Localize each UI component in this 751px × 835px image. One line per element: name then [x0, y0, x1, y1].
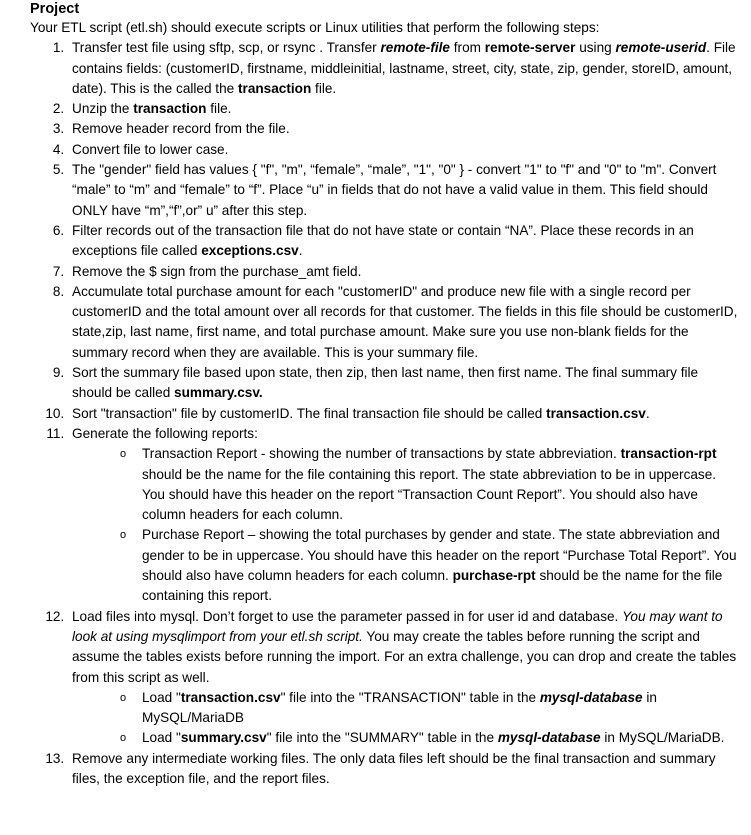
text-segment: Remove header record from the file.	[72, 121, 290, 137]
emphasized-text: summary.csv.	[174, 385, 263, 401]
text-segment: The "gender" field has values { "f", "m", “female”, “male”, "1", "0" } - convert "1" to "f" and "0" to "m". Convert “male” to “m” and “female” to “f”. Place “u” in fields that do not have a valid value in them. This field should ONLY have “m”,“f”,or” u” after this step.	[72, 162, 717, 218]
text-segment: Sort "transaction" file by customerID. The final transaction file should be called	[72, 405, 547, 421]
step-text	[72, 262, 741, 282]
text-segment: " file into the "SUMMARY" table in the	[266, 730, 498, 746]
step-text	[72, 38, 741, 99]
emphasized-text: transaction.csv	[180, 689, 281, 705]
step-item-3	[68, 119, 741, 139]
text-segment: . File contains fields: (customerID, firstname, middleinitial, lastname, street, city, state, zip, gender, storeID, amount, date). This is the called the	[72, 40, 736, 96]
step-item-11	[68, 424, 741, 607]
text-segment: Transfer test file using sftp, scp, or rsync . Transfer	[72, 40, 381, 56]
emphasized-text: transaction	[238, 80, 312, 96]
step-item-7	[68, 262, 741, 282]
text-segment: Remove the $ sign from the purchase_amt field.	[72, 263, 362, 279]
step-text	[72, 119, 741, 139]
step-text	[72, 363, 741, 404]
text-segment: Generate the following reports:	[72, 425, 258, 441]
emphasized-text: transaction	[133, 101, 207, 117]
step-text	[72, 140, 741, 160]
sub-item	[120, 525, 741, 606]
emphasized-text: remote-server	[484, 40, 576, 56]
text-segment: .	[298, 243, 303, 259]
text-segment: should be the name for the file containing this report.	[142, 568, 723, 604]
text-segment: Transaction Report - showing the number of transactions by state abbreviation.	[142, 446, 621, 462]
circle-bullet-icon: o	[120, 691, 127, 704]
step-text	[72, 404, 741, 424]
step-item-8	[68, 282, 741, 363]
emphasized-text: mysql-database	[539, 689, 643, 705]
circle-bullet-icon: o	[120, 732, 127, 745]
text-segment: Convert file to lower case.	[72, 141, 229, 157]
text-segment: Filter records out of the transaction file that do not have state or contain “NA”. Place these records in an exceptions file called	[72, 222, 694, 259]
step-item-13	[68, 749, 741, 790]
text-segment: file.	[311, 80, 337, 96]
sub-item	[120, 728, 741, 748]
text-segment: Purchase Report – showing the total purchases by gender and state. The state abbreviation and gender to be in uppercase. You should have this header on the report “Purchase Total Report”. You should also have column headers for each column.	[142, 527, 737, 584]
text-segment: Load files into mysql. Don’t forget to use the parameter passed in for user id and database.	[72, 608, 623, 624]
text-segment: .	[645, 405, 650, 421]
text-segment: Load "	[142, 730, 181, 746]
step-text	[72, 160, 741, 221]
emphasized-text: remote-userid	[615, 40, 707, 56]
text-segment: Accumulate total purchase amount for each "customerID" and produce new file with a single record per customerID and the total amount over all records for that customer. The fields in this file should be customerID, state,zip, last name, first name, and total purchase amount. Make sure you use non-blank fields for the summary record when they are available. This is your summary file.	[72, 283, 738, 360]
emphasized-text: transaction-rpt	[620, 446, 717, 462]
text-segment: file.	[206, 101, 232, 117]
text-segment: Unzip the	[72, 101, 134, 117]
text-segment: You may create the tables before running the script and assume the tables exists before running the import. For an extra challenge, you can drop and create the tables from this script as well.	[72, 628, 737, 685]
text-segment: in MySQL/MariaDB.	[600, 730, 725, 746]
emphasized-text: exceptions.csv	[201, 243, 299, 259]
step-item-2	[68, 99, 741, 119]
step-item-10	[68, 404, 741, 424]
document-title: Project	[30, 1, 80, 17]
text-segment: Remove any intermediate working files. The only data files left should be the final transaction and summary files, the exception file, and the report files.	[72, 750, 716, 786]
emphasized-text: purchase-rpt	[452, 568, 536, 584]
emphasized-text: mysql-database	[497, 730, 601, 746]
step-item-6	[68, 221, 741, 262]
step-text	[72, 607, 741, 688]
emphasized-text: remote-file	[380, 40, 450, 56]
text-segment: Load "	[142, 689, 181, 705]
emphasized-text: transaction.csv	[546, 405, 646, 421]
emphasized-text: You may want to look at using mysqlimport from your etl.sh script.	[72, 608, 723, 644]
sub-list	[72, 688, 741, 749]
step-text	[72, 99, 741, 119]
text-segment: using	[575, 40, 616, 56]
step-item-12	[68, 607, 741, 749]
circle-bullet-icon: o	[120, 529, 127, 542]
sub-item	[120, 444, 741, 525]
step-item-1	[68, 38, 741, 99]
sub-list	[72, 444, 741, 606]
text-segment: should be the name for the file containing this report. The state abbreviation to be in uppercase. You should have this header on the report “Transaction Count Report”. You should also have column headers for each column.	[142, 466, 717, 523]
sub-item	[120, 688, 741, 729]
steps-list	[26, 38, 741, 789]
text-segment: " file into the "TRANSACTION" table in the	[280, 689, 540, 705]
text-segment: Sort the summary file based upon state, then zip, then last name, then first name. The final summary file should be called	[72, 365, 699, 401]
step-text	[72, 749, 741, 790]
step-item-4	[68, 140, 741, 160]
text-segment: from	[449, 40, 485, 56]
circle-bullet-icon: o	[120, 448, 127, 461]
step-item-5	[68, 160, 741, 221]
step-text	[72, 282, 741, 363]
step-text	[72, 424, 741, 444]
step-item-9	[68, 363, 741, 404]
emphasized-text: summary.csv	[180, 730, 267, 746]
step-text	[72, 221, 741, 262]
intro-paragraph: Your ETL script (etl.sh) should execute scripts or Linux utilities that perform the following steps:	[30, 20, 600, 35]
text-segment: in MySQL/MariaDB	[142, 689, 657, 726]
